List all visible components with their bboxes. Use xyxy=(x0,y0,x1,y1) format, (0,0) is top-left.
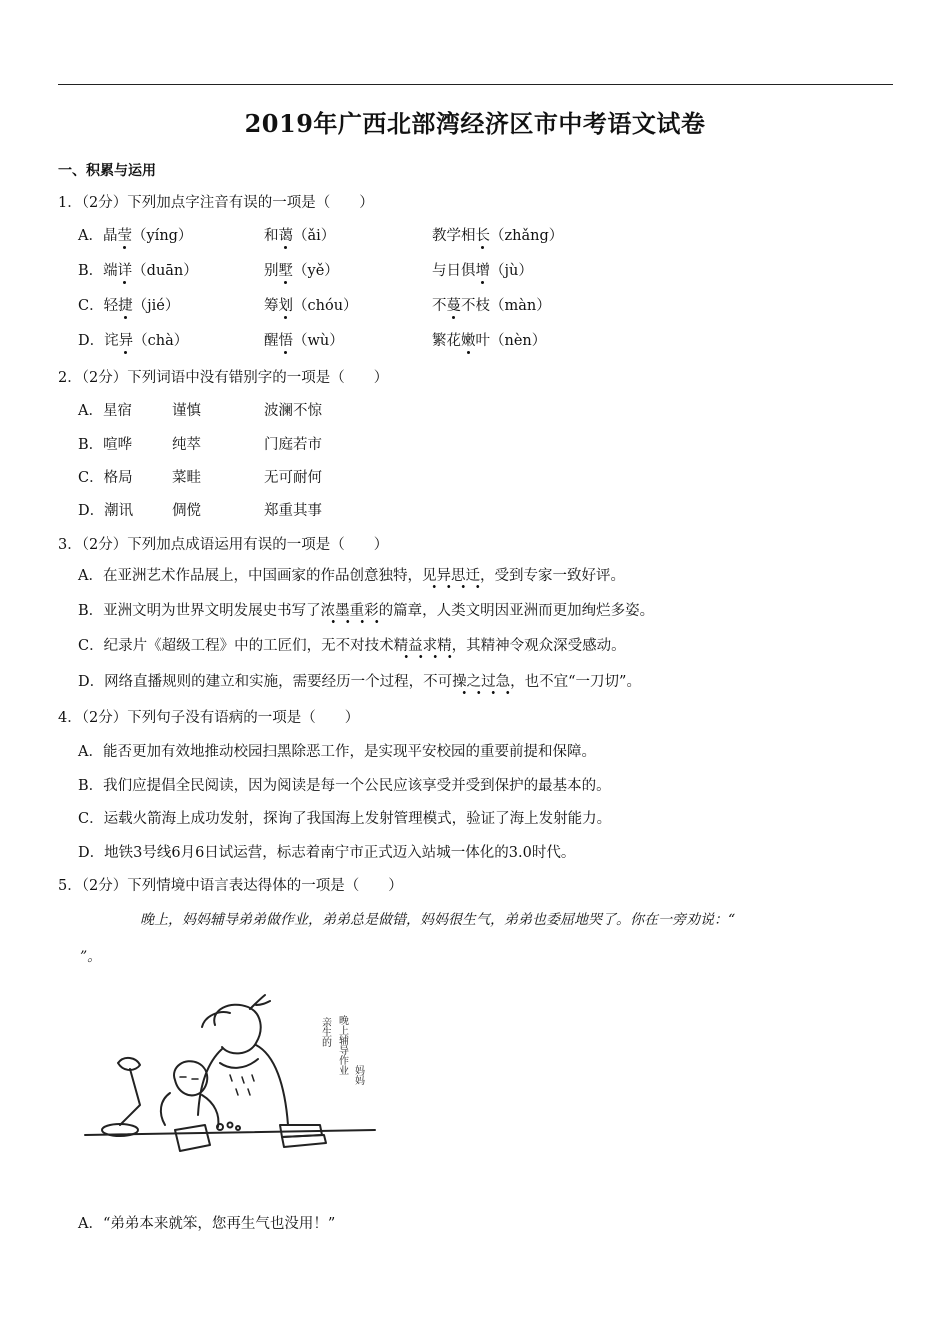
q5-option-a: A．“弟弟本来就笨，您再生气也没用！” xyxy=(78,1216,336,1232)
q5-scenario-line-1: 晚上，妈妈辅导弟弟做作业，弟弟总是做错，妈妈很生气，弟弟也委屈地哭了。你在一旁劝说：“ xyxy=(140,912,736,928)
q3-option-b: B．亚洲文明为世界文明发展史书写了浓墨重彩的篇章，人类文明因亚洲而更加绚烂多姿。 xyxy=(78,601,654,621)
q3-option-c: C．纪录片《超级工程》中的工匠们，无不对技术精益求精，其精神令观众深受感动。 xyxy=(78,636,626,656)
q4-option-c: C．运载火箭海上成功发射，探询了我国海上发射管理模式，验证了海上发射能力。 xyxy=(78,811,612,827)
page-title: 2019年广西北部湾经济区市中考语文试卷 xyxy=(244,109,706,138)
question-1-stem: 1．（2分）下列加点字注音有误的一项是（ ） xyxy=(58,195,374,211)
section-heading: 一、积累与运用 xyxy=(58,163,156,179)
cartoon-caption-2: 妈妈 xyxy=(352,1065,364,1085)
q3-option-a: A．在亚洲艺术作品展上，中国画家的作品创意独特，见异思迁，受到专家一致好评。 xyxy=(78,566,625,586)
q4-option-d: D．地铁3号线6月6日试运营，标志着南宁市正式迈入站城一体化的3.0时代。 xyxy=(78,845,576,861)
cartoon-caption-1: 晚上辅导作业 xyxy=(336,1015,348,1075)
q5-scenario-line-2: ”。 xyxy=(80,949,102,965)
cartoon-illustration xyxy=(80,985,380,1175)
question-2-stem: 2．（2分）下列词语中没有错别字的一项是（ ） xyxy=(58,370,389,386)
q3-option-d: D．网络直播规则的建立和实施，需要经历一个过程，不可操之过急，也不宜“一刀切”。 xyxy=(78,672,641,692)
q4-option-a: A．能否更加有效地推动校园扫黑除恶工作，是实现平安校园的重要前提和保障。 xyxy=(78,744,596,760)
header-rule xyxy=(58,84,893,85)
question-4-stem: 4．（2分）下列句子没有语病的一项是（ ） xyxy=(58,710,360,726)
q4-option-b: B．我们应提倡全民阅读，因为阅读是每一个公民应该享受并受到保护的最基本的。 xyxy=(78,778,611,794)
cartoon-caption-3: 亲生的 xyxy=(319,1017,331,1047)
question-3-stem: 3．（2分）下列加点成语运用有误的一项是（ ） xyxy=(58,537,389,553)
question-5-stem: 5．（2分）下列情境中语言表达得体的一项是（ ） xyxy=(58,878,403,894)
